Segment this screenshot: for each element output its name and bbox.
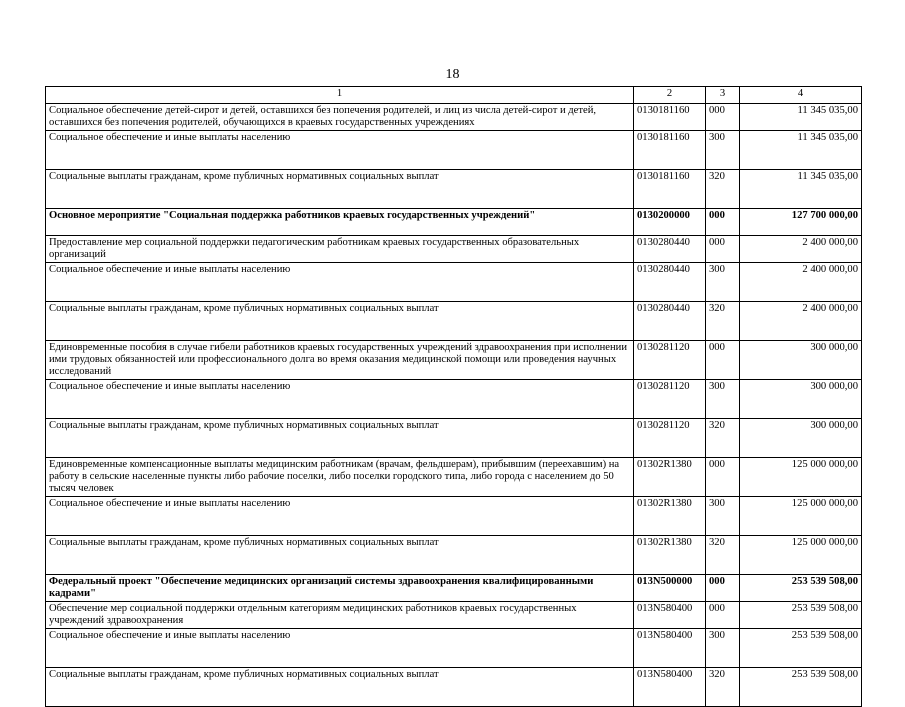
table-row (46, 209, 862, 236)
row-code-cell: 013N580400 (634, 668, 706, 707)
row-name-cell: Единовременные пособия в случае гибели работников краевых государственных учреждений здравоохранения при исполнении ими трудовых обязанностей или профессионального долга во время оказания медицинской помощи или проведения научных исследований (46, 341, 634, 380)
table-row (46, 302, 862, 341)
row-code-cell: 0130281120 (634, 341, 706, 380)
row-name-cell: Социальное обеспечение и иные выплаты населению (46, 131, 634, 170)
table-row (46, 668, 862, 707)
table-row (46, 170, 862, 209)
row-type-cell: 320 (706, 668, 740, 707)
page-number: 18 (445, 67, 460, 82)
row-code-cell: 0130281120 (634, 419, 706, 458)
row-amount-cell: 2 400 000,00 (740, 236, 862, 263)
table-row (46, 536, 862, 575)
row-type-cell: 300 (706, 629, 740, 668)
row-code-cell: 0130280440 (634, 236, 706, 263)
row-name-cell: Предоставление мер социальной поддержки педагогическим работникам краевых государственных образовательных организаций (46, 236, 634, 263)
row-type-cell: 000 (706, 602, 740, 629)
row-type-cell: 300 (706, 131, 740, 170)
table-row (46, 104, 862, 131)
row-type-cell: 300 (706, 497, 740, 536)
row-amount-cell: 300 000,00 (740, 419, 862, 458)
row-code-cell: 013N500000 (634, 575, 706, 602)
row-name-cell: Социальные выплаты гражданам, кроме публичных нормативных социальных выплат (46, 419, 634, 458)
row-type-cell: 320 (706, 536, 740, 575)
row-name-cell: Социальные выплаты гражданам, кроме публичных нормативных социальных выплат (46, 170, 634, 209)
row-name-cell: Федеральный проект "Обеспечение медицинских организаций системы здравоохранения квалифицированными кадрами" (46, 575, 634, 602)
row-amount-cell: 253 539 508,00 (740, 668, 862, 707)
column-header-1: 1 (46, 87, 634, 104)
table-row (46, 602, 862, 629)
row-amount-cell: 127 700 000,00 (740, 209, 862, 236)
table-row (46, 419, 862, 458)
table-row (46, 131, 862, 170)
row-amount-cell: 11 345 035,00 (740, 131, 862, 170)
column-header-3: 3 (706, 87, 740, 104)
row-code-cell: 013N580400 (634, 602, 706, 629)
row-name-cell: Социальные выплаты гражданам, кроме публичных нормативных социальных выплат (46, 668, 634, 707)
row-code-cell: 013N580400 (634, 629, 706, 668)
table-row (46, 458, 862, 497)
row-code-cell: 0130181160 (634, 170, 706, 209)
table-row (46, 497, 862, 536)
row-code-cell: 0130181160 (634, 131, 706, 170)
table-header-row (46, 87, 862, 104)
row-amount-cell: 125 000 000,00 (740, 497, 862, 536)
row-type-cell: 000 (706, 575, 740, 602)
row-type-cell: 320 (706, 419, 740, 458)
row-code-cell: 0130280440 (634, 302, 706, 341)
row-name-cell: Социальное обеспечение и иные выплаты населению (46, 629, 634, 668)
row-name-cell: Социальное обеспечение детей-сирот и детей, оставшихся без попечения родителей, и лиц из числа детей-сирот и детей, оставшихся без попечения родителей, обучающихся в краевых государственных учреждениях (46, 104, 634, 131)
row-type-cell: 320 (706, 302, 740, 341)
row-amount-cell: 11 345 035,00 (740, 104, 862, 131)
column-header-4: 4 (740, 87, 862, 104)
row-amount-cell: 300 000,00 (740, 341, 862, 380)
row-name-cell: Основное мероприятие "Социальная поддержка работников краевых государственных учреждений" (46, 209, 634, 236)
row-type-cell: 000 (706, 236, 740, 263)
row-type-cell: 320 (706, 170, 740, 209)
row-amount-cell: 11 345 035,00 (740, 170, 862, 209)
row-amount-cell: 2 400 000,00 (740, 302, 862, 341)
budget-table (45, 86, 862, 707)
row-amount-cell: 2 400 000,00 (740, 263, 862, 302)
row-type-cell: 000 (706, 341, 740, 380)
row-amount-cell: 300 000,00 (740, 380, 862, 419)
table-row (46, 236, 862, 263)
row-amount-cell: 125 000 000,00 (740, 536, 862, 575)
row-amount-cell: 253 539 508,00 (740, 629, 862, 668)
row-type-cell: 000 (706, 209, 740, 236)
table-row (46, 629, 862, 668)
column-header-2: 2 (634, 87, 706, 104)
table-row (46, 341, 862, 380)
row-name-cell: Обеспечение мер социальной поддержки отдельным категориям медицинских работников краевых государственных учреждений здравоохранения (46, 602, 634, 629)
row-code-cell: 01302R1380 (634, 458, 706, 497)
row-type-cell: 300 (706, 380, 740, 419)
row-amount-cell: 253 539 508,00 (740, 602, 862, 629)
row-type-cell: 000 (706, 104, 740, 131)
row-code-cell: 0130181160 (634, 104, 706, 131)
row-code-cell: 01302R1380 (634, 497, 706, 536)
table-row (46, 575, 862, 602)
table-row (46, 380, 862, 419)
row-code-cell: 0130280440 (634, 263, 706, 302)
row-amount-cell: 253 539 508,00 (740, 575, 862, 602)
row-name-cell: Социальное обеспечение и иные выплаты населению (46, 263, 634, 302)
row-code-cell: 0130200000 (634, 209, 706, 236)
row-amount-cell: 125 000 000,00 (740, 458, 862, 497)
row-type-cell: 000 (706, 458, 740, 497)
row-name-cell: Социальное обеспечение и иные выплаты населению (46, 380, 634, 419)
row-name-cell: Социальные выплаты гражданам, кроме публичных нормативных социальных выплат (46, 536, 634, 575)
row-name-cell: Единовременные компенсационные выплаты медицинским работникам (врачам, фельдшерам), прибывшим (переехавшим) на работу в сельские населенные пункты либо рабочие поселки, либо поселки городского типа, либо города с населением до 50 тысяч человек (46, 458, 634, 497)
row-code-cell: 0130281120 (634, 380, 706, 419)
row-name-cell: Социальные выплаты гражданам, кроме публичных нормативных социальных выплат (46, 302, 634, 341)
row-name-cell: Социальное обеспечение и иные выплаты населению (46, 497, 634, 536)
row-code-cell: 01302R1380 (634, 536, 706, 575)
row-type-cell: 300 (706, 263, 740, 302)
table-row (46, 263, 862, 302)
